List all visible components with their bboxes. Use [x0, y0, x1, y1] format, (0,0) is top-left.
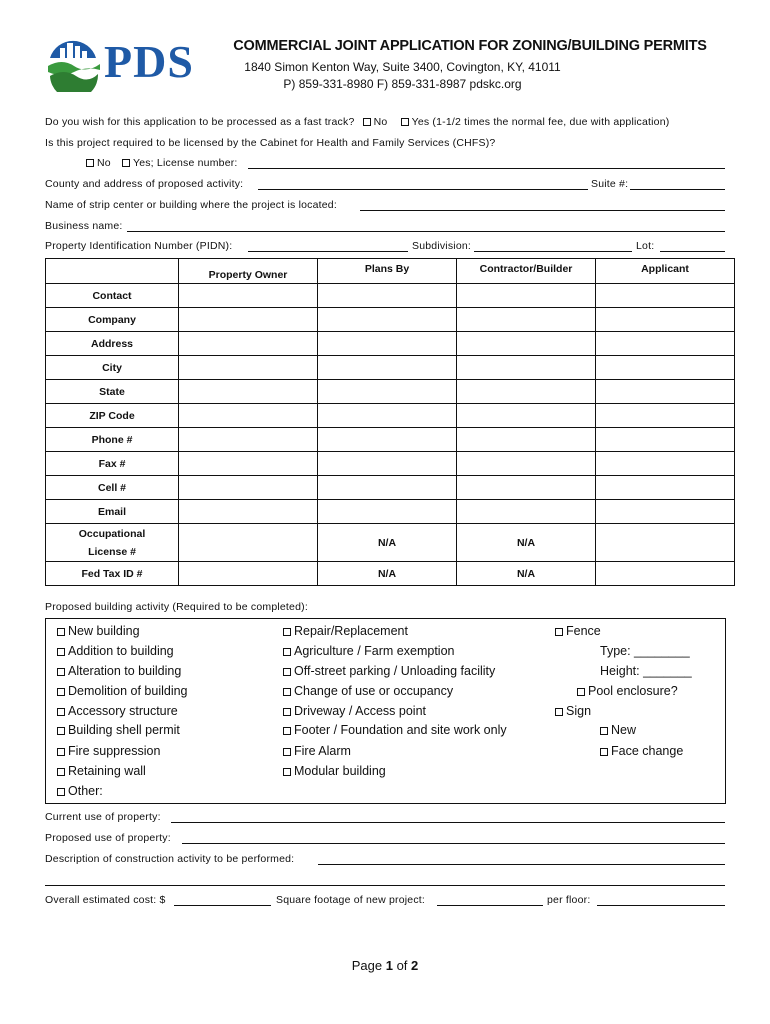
- table-cell-input[interactable]: [318, 500, 457, 524]
- table-cell-input[interactable]: [596, 284, 735, 308]
- option-label: Driveway / Access point: [294, 704, 426, 718]
- option-label: Footer / Foundation and site work only: [294, 723, 507, 737]
- lot-label: Lot:: [636, 240, 655, 252]
- table-cell-input[interactable]: [179, 356, 318, 380]
- row-label: [46, 524, 179, 562]
- table-cell-input[interactable]: [179, 284, 318, 308]
- option-label: Repair/Replacement: [294, 624, 408, 638]
- activity-option[interactable]: [57, 744, 160, 758]
- table-row: [46, 562, 735, 586]
- table-header-cell: Plans By: [318, 259, 457, 284]
- county-label: County and address of proposed activity:: [45, 178, 244, 190]
- table-row: [46, 500, 735, 524]
- checkbox[interactable]: [283, 727, 291, 735]
- table-cell-input[interactable]: [179, 404, 318, 428]
- pool-enclosure-option[interactable]: [577, 684, 678, 698]
- checkbox[interactable]: [57, 748, 65, 756]
- fast-track-yes-label: Yes (1-1/2 times the normal fee, due with application): [411, 116, 670, 128]
- activity-option[interactable]: [57, 624, 140, 638]
- table-cell-input[interactable]: [457, 452, 596, 476]
- table-cell-input[interactable]: [457, 332, 596, 356]
- option-label: New: [611, 723, 637, 737]
- table-cell-input[interactable]: [318, 452, 457, 476]
- activity-option[interactable]: [57, 723, 180, 737]
- table-row: [46, 524, 735, 562]
- fast-track-question: [45, 116, 669, 128]
- table-header-cell: [46, 259, 179, 284]
- fence-type-field[interactable]: Type: ________: [600, 644, 690, 658]
- strip-center-label: Name of strip center or building where the project is located:: [45, 199, 337, 211]
- table-cell-input[interactable]: [318, 476, 457, 500]
- option-label: Sign: [566, 704, 592, 718]
- table-cell-input[interactable]: [596, 380, 735, 404]
- table-row: [46, 308, 735, 332]
- table-cell-value: N/A: [457, 524, 596, 562]
- activity-heading: Proposed building activity (Required to be completed):: [45, 601, 308, 613]
- row-label: Contact: [46, 284, 179, 308]
- activity-option[interactable]: [57, 664, 181, 678]
- table-cell-input[interactable]: [179, 428, 318, 452]
- checkbox[interactable]: [283, 668, 291, 676]
- activity-option[interactable]: [57, 784, 103, 798]
- activity-option[interactable]: [283, 664, 495, 678]
- activity-option[interactable]: [283, 684, 453, 698]
- option-label: Fence: [566, 624, 601, 638]
- table-cell-input[interactable]: [179, 308, 318, 332]
- per-floor-label: per floor:: [547, 894, 591, 906]
- option-label: New building: [68, 624, 140, 638]
- table-cell-value: N/A: [318, 562, 457, 586]
- contact-line: P) 859-331-8980 F) 859-331-8987 pdskc.org: [283, 77, 522, 91]
- row-label: Fax #: [46, 452, 179, 476]
- activity-option[interactable]: [57, 644, 174, 658]
- proposed-use-label: Proposed use of property:: [45, 832, 171, 844]
- option-label: Change of use or occupancy: [294, 684, 454, 698]
- suite-label: Suite #:: [591, 178, 629, 190]
- sign-new-option[interactable]: [600, 723, 636, 737]
- row-label: ZIP Code: [46, 404, 179, 428]
- activity-option[interactable]: [283, 704, 426, 718]
- table-cell-input[interactable]: [596, 476, 735, 500]
- checkbox[interactable]: [555, 708, 563, 716]
- page-of: of: [396, 958, 408, 973]
- current-use-label: Current use of property:: [45, 811, 161, 823]
- table-row: [46, 404, 735, 428]
- address-line: 1840 Simon Kenton Way, Suite 3400, Covington, KY, 41011: [244, 60, 561, 74]
- option-label: Other:: [68, 784, 103, 798]
- table-cell-value: N/A: [318, 524, 457, 562]
- sign-option[interactable]: [555, 704, 591, 718]
- row-label: Phone #: [46, 428, 179, 452]
- current-use-field[interactable]: [171, 822, 725, 823]
- table-cell-input[interactable]: [318, 380, 457, 404]
- checkbox[interactable]: [283, 688, 291, 696]
- activity-option[interactable]: [283, 624, 408, 638]
- row-label: Email: [46, 500, 179, 524]
- table-cell-input[interactable]: [596, 308, 735, 332]
- fence-option[interactable]: [555, 624, 601, 638]
- checkbox[interactable]: [57, 727, 65, 735]
- activity-option[interactable]: [283, 723, 507, 737]
- option-label: Modular building: [294, 764, 386, 778]
- table-cell-input[interactable]: [596, 356, 735, 380]
- activity-option[interactable]: [57, 704, 178, 718]
- sqft-label: Square footage of new project:: [276, 894, 426, 906]
- row-label: Address: [46, 332, 179, 356]
- lot-field[interactable]: [660, 251, 725, 252]
- subdivision-field[interactable]: [474, 251, 632, 252]
- logo-text: PDS: [104, 36, 194, 87]
- option-label: Building shell permit: [68, 723, 180, 737]
- license-number-field[interactable]: [248, 168, 725, 169]
- table-cell-input[interactable]: [318, 284, 457, 308]
- pidn-field[interactable]: [248, 251, 408, 252]
- chfs-options: [84, 157, 238, 169]
- option-label: Addition to building: [68, 644, 174, 658]
- table-cell-input[interactable]: [596, 524, 735, 562]
- checkbox[interactable]: [57, 788, 65, 796]
- row-label-line: Occupational: [78, 527, 146, 540]
- activity-option[interactable]: [57, 764, 146, 778]
- page-prefix: Page: [351, 958, 383, 973]
- per-floor-field[interactable]: [597, 905, 725, 906]
- county-address-field[interactable]: [258, 189, 588, 190]
- chfs-question: Is this project required to be licensed by the Cabinet for Health and Family Services (CHFS)?: [45, 137, 496, 149]
- description-field-line2[interactable]: [45, 885, 725, 886]
- checkbox[interactable]: [283, 708, 291, 716]
- chfs-no-label: No: [97, 157, 111, 169]
- table-header-cell: Contractor/Builder: [457, 259, 596, 284]
- table-header-row: [46, 259, 735, 284]
- description-label: Description of construction activity to be performed:: [45, 853, 295, 865]
- option-label: Retaining wall: [68, 764, 146, 778]
- page-current: 1: [385, 958, 393, 973]
- checkbox[interactable]: [57, 708, 65, 716]
- option-label: Off-street parking / Unloading facility: [294, 664, 496, 678]
- checkbox[interactable]: [283, 768, 291, 776]
- activity-option[interactable]: [283, 744, 351, 758]
- table-cell-input[interactable]: [318, 332, 457, 356]
- table-cell-value: N/A: [457, 562, 596, 586]
- table-cell-input[interactable]: [179, 500, 318, 524]
- sqft-field[interactable]: [437, 905, 543, 906]
- strip-center-field[interactable]: [360, 210, 725, 211]
- table-cell-input[interactable]: [179, 332, 318, 356]
- table-cell-input[interactable]: [596, 500, 735, 524]
- table-cell-input[interactable]: [596, 404, 735, 428]
- pidn-label: Property Identification Number (PIDN):: [45, 240, 233, 252]
- table-cell-input[interactable]: [457, 428, 596, 452]
- activity-option[interactable]: [283, 644, 454, 658]
- table-row: [46, 380, 735, 404]
- office-address: [205, 59, 600, 93]
- fast-track-no-label: No: [373, 116, 388, 128]
- table-cell-input[interactable]: [457, 500, 596, 524]
- table-cell-input[interactable]: [596, 428, 735, 452]
- checkbox[interactable]: [600, 748, 608, 756]
- table-cell-input[interactable]: [596, 332, 735, 356]
- row-label: State: [46, 380, 179, 404]
- row-label-line: License #: [88, 545, 136, 558]
- fast-track-label: Do you wish for this application to be processed as a fast track?: [45, 116, 355, 128]
- form-title: COMMERCIAL JOINT APPLICATION FOR ZONING/BUILDING PERMITS: [233, 38, 707, 54]
- checkbox[interactable]: [57, 768, 65, 776]
- table-cell-input[interactable]: [179, 380, 318, 404]
- page-total: 2: [411, 958, 419, 973]
- checkbox[interactable]: [283, 648, 291, 656]
- table-cell-input[interactable]: [318, 404, 457, 428]
- table-cell-input[interactable]: [179, 452, 318, 476]
- table-cell-input[interactable]: [596, 562, 735, 586]
- option-label: Fire Alarm: [294, 744, 351, 758]
- table-header-cell: Applicant: [596, 259, 735, 284]
- pds-logo-icon: [46, 36, 102, 92]
- table-cell-input[interactable]: [457, 404, 596, 428]
- chfs-yes-label: Yes; License number:: [132, 157, 238, 169]
- chfs-no-checkbox[interactable]: [86, 159, 94, 167]
- table-row: [46, 476, 735, 500]
- table-row: [46, 428, 735, 452]
- checkbox[interactable]: [57, 688, 65, 696]
- activity-option[interactable]: [57, 684, 188, 698]
- subdivision-label: Subdivision:: [412, 240, 472, 252]
- table-cell-input[interactable]: [457, 476, 596, 500]
- checkbox[interactable]: [555, 628, 563, 636]
- row-label: Fed Tax ID #: [46, 562, 179, 586]
- pds-logo: [46, 36, 206, 92]
- cost-label: Overall estimated cost: $: [45, 894, 166, 906]
- checkbox[interactable]: [57, 668, 65, 676]
- table-cell-input[interactable]: [179, 476, 318, 500]
- table-cell-input[interactable]: [596, 452, 735, 476]
- option-label: Fire suppression: [68, 744, 161, 758]
- table-cell-input[interactable]: [318, 428, 457, 452]
- row-label: City: [46, 356, 179, 380]
- checkbox[interactable]: [283, 748, 291, 756]
- option-label: Pool enclosure?: [588, 684, 678, 698]
- table-cell-input[interactable]: [179, 562, 318, 586]
- row-label: Company: [46, 308, 179, 332]
- proposed-use-field[interactable]: [182, 843, 725, 844]
- fence-height-field[interactable]: Height: _______: [600, 664, 692, 678]
- option-label: Alteration to building: [68, 664, 182, 678]
- checkbox[interactable]: [600, 727, 608, 735]
- checkbox[interactable]: [57, 628, 65, 636]
- description-field[interactable]: [318, 864, 725, 865]
- table-cell-input[interactable]: [318, 356, 457, 380]
- table-cell-input[interactable]: [457, 356, 596, 380]
- checkbox[interactable]: [283, 628, 291, 636]
- table-cell-input[interactable]: [457, 284, 596, 308]
- table-header-cell: Property Owner: [179, 259, 318, 284]
- table-cell-input[interactable]: [457, 308, 596, 332]
- option-label: Accessory structure: [68, 704, 178, 718]
- table-cell-input[interactable]: [318, 308, 457, 332]
- activity-option[interactable]: [283, 764, 386, 778]
- sign-face-change-option[interactable]: [600, 744, 683, 758]
- option-label: Demolition of building: [68, 684, 188, 698]
- fast-track-yes-checkbox[interactable]: [401, 118, 409, 126]
- table-row: [46, 332, 735, 356]
- suite-field[interactable]: [630, 189, 725, 190]
- table-row: [46, 284, 735, 308]
- checkbox[interactable]: [57, 648, 65, 656]
- row-label: Cell #: [46, 476, 179, 500]
- table-row: [46, 452, 735, 476]
- option-label: Face change: [611, 744, 684, 758]
- contacts-table: [45, 258, 735, 586]
- table-cell-input[interactable]: [457, 380, 596, 404]
- chfs-yes-checkbox[interactable]: [122, 159, 130, 167]
- fast-track-no-checkbox[interactable]: [363, 118, 371, 126]
- option-label: Agriculture / Farm exemption: [294, 644, 455, 658]
- page-number: [0, 958, 770, 973]
- business-name-label: Business name:: [45, 220, 123, 232]
- checkbox[interactable]: [577, 688, 585, 696]
- table-cell-input[interactable]: [179, 524, 318, 562]
- business-name-field[interactable]: [127, 231, 725, 232]
- table-row: [46, 356, 735, 380]
- cost-field[interactable]: [174, 905, 271, 906]
